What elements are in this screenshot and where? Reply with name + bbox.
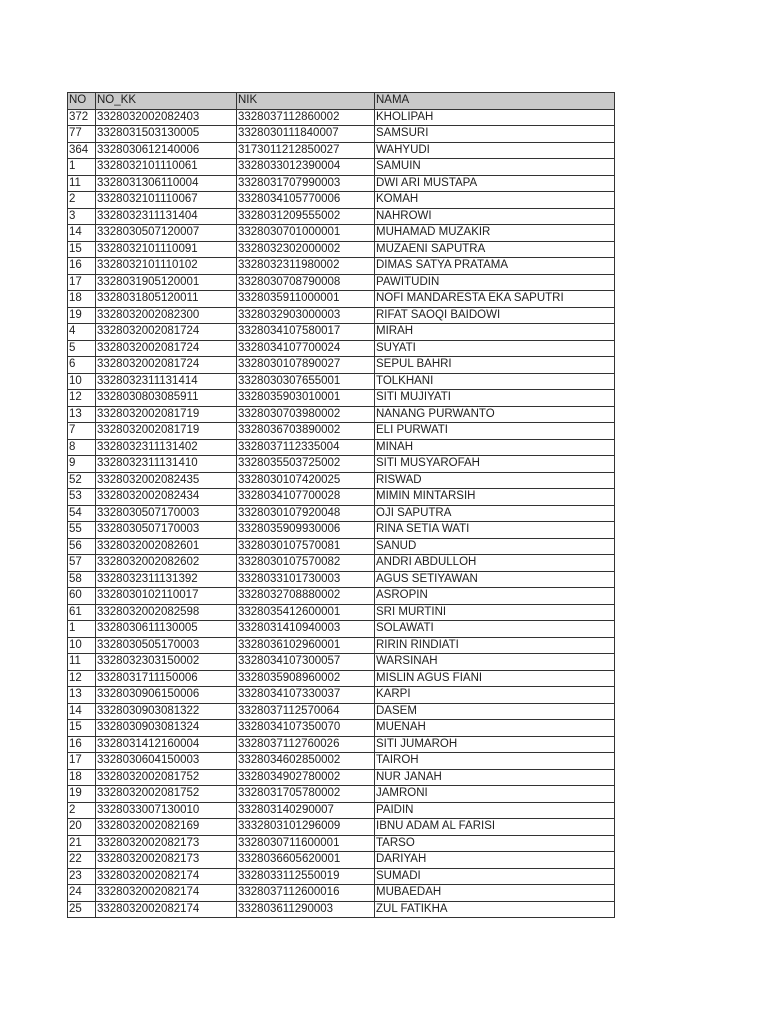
cell-no: 7 [68,423,96,440]
cell-no-kk: 3328032002082403 [96,109,237,126]
table-row [68,472,615,489]
cell-no-kk: 3328032002082169 [96,819,237,836]
cell-no-kk: 3328032101110091 [96,241,237,258]
cell-nik: 3328033112550019 [237,868,375,885]
cell-no: 24 [68,885,96,902]
cell-no: 15 [68,241,96,258]
cell-no-kk: 3328032002081724 [96,324,237,341]
cell-nama: SRI MURTINI [375,604,615,621]
table-row [68,439,615,456]
cell-nik: 3328031707990003 [237,175,375,192]
cell-nama: DARIYAH [375,852,615,869]
cell-no-kk: 3328032311131404 [96,208,237,225]
cell-nik: 3328037112860002 [237,109,375,126]
cell-nik: 3173011212850027 [237,142,375,159]
cell-nama: DIMAS SATYA PRATAMA [375,258,615,275]
cell-nama: NOFI MANDARESTA EKA SAPUTRI [375,291,615,308]
table-row [68,687,615,704]
table-row [68,126,615,143]
cell-no-kk: 3328030604150003 [96,753,237,770]
cell-nik: 3328035412600001 [237,604,375,621]
cell-nama: SOLAWATI [375,621,615,638]
cell-nama: IBNU ADAM AL FARISI [375,819,615,836]
cell-no-kk: 3328032101110102 [96,258,237,275]
cell-no: 5 [68,340,96,357]
cell-nik: 3328037112760026 [237,736,375,753]
cell-nama: OJI SAPUTRA [375,505,615,522]
cell-nama: MIMIN MINTARSIH [375,489,615,506]
cell-nik: 3328030107890027 [237,357,375,374]
cell-nama: SANUD [375,538,615,555]
table-row [68,307,615,324]
cell-nama: SEPUL BAHRI [375,357,615,374]
cell-nama: NANANG PURWANTO [375,406,615,423]
cell-nik: 332803140290007 [237,802,375,819]
cell-nik: 3328030111840007 [237,126,375,143]
table-row [68,423,615,440]
table-row [68,885,615,902]
table-row [68,588,615,605]
table-row [68,159,615,176]
cell-no: 22 [68,852,96,869]
cell-no: 57 [68,555,96,572]
cell-nama: SUYATI [375,340,615,357]
cell-no-kk: 3328030507170003 [96,522,237,539]
table-row [68,192,615,209]
table-row [68,736,615,753]
cell-no-kk: 3328032002082601 [96,538,237,555]
cell-nik: 3328031410940003 [237,621,375,638]
cell-nik: 3328037112600016 [237,885,375,902]
cell-no: 52 [68,472,96,489]
data-table [67,92,615,918]
table-row [68,670,615,687]
table-row [68,522,615,539]
table-row [68,142,615,159]
cell-nik: 3328036605620001 [237,852,375,869]
cell-nama: KARPI [375,687,615,704]
table-row [68,538,615,555]
cell-nik: 3328030107420025 [237,472,375,489]
cell-nik: 3328030703980002 [237,406,375,423]
table-row [68,456,615,473]
table-row [68,109,615,126]
cell-no-kk: 3328031905120001 [96,274,237,291]
cell-nama: MUENAH [375,720,615,737]
cell-nama: MINAH [375,439,615,456]
cell-no-kk: 3328032002082174 [96,885,237,902]
cell-no-kk: 3328030906150006 [96,687,237,704]
cell-nik: 3328036703890002 [237,423,375,440]
cell-nama: MUZAENI SAPUTRA [375,241,615,258]
cell-no: 61 [68,604,96,621]
cell-no: 12 [68,390,96,407]
cell-no-kk: 3328030102110017 [96,588,237,605]
cell-no: 11 [68,175,96,192]
cell-no-kk: 3328032002081724 [96,340,237,357]
cell-no: 10 [68,373,96,390]
cell-no: 23 [68,868,96,885]
cell-nik: 3328035903010001 [237,390,375,407]
cell-nama: WAHYUDI [375,142,615,159]
cell-no-kk: 3328031306110004 [96,175,237,192]
cell-nik: 3328035909930006 [237,522,375,539]
table-row [68,654,615,671]
table-row [68,901,615,918]
cell-nama: SUMADI [375,868,615,885]
cell-nama: SAMUIN [375,159,615,176]
cell-no-kk: 3328030903081324 [96,720,237,737]
cell-nik: 3328034105770006 [237,192,375,209]
cell-nik: 3328030307655001 [237,373,375,390]
cell-no-kk: 3328030612140006 [96,142,237,159]
cell-nama: KHOLIPAH [375,109,615,126]
cell-nik: 3328030701000001 [237,225,375,242]
cell-nik: 3328032302000002 [237,241,375,258]
table-row [68,753,615,770]
cell-nik: 3328035908960002 [237,670,375,687]
table-row [68,868,615,885]
cell-no-kk: 3328032002082173 [96,835,237,852]
cell-nik: 3328034602850002 [237,753,375,770]
table-row [68,720,615,737]
cell-no: 1 [68,159,96,176]
cell-no-kk: 3328031503130005 [96,126,237,143]
cell-nama: SAMSURI [375,126,615,143]
cell-nama: NUR JANAH [375,769,615,786]
cell-no: 19 [68,307,96,324]
cell-nik: 3328030107570081 [237,538,375,555]
cell-no: 55 [68,522,96,539]
cell-nama: MIRAH [375,324,615,341]
cell-no-kk: 3328032311131410 [96,456,237,473]
table-row [68,340,615,357]
cell-nik: 3328037112570064 [237,703,375,720]
table-row [68,852,615,869]
cell-nama: PAIDIN [375,802,615,819]
cell-no-kk: 3328032311131392 [96,571,237,588]
cell-no-kk: 3328032002082173 [96,852,237,869]
table-row [68,819,615,836]
cell-no-kk: 3328032002082435 [96,472,237,489]
cell-no-kk: 3328030803085911 [96,390,237,407]
table-row [68,802,615,819]
cell-no-kk: 3328032002081752 [96,786,237,803]
cell-nama: TARSO [375,835,615,852]
table-row [68,703,615,720]
header-nama: NAMA [375,93,615,110]
cell-no: 364 [68,142,96,159]
cell-nik: 3328034107700024 [237,340,375,357]
cell-no-kk: 3328031412160004 [96,736,237,753]
table-row [68,637,615,654]
cell-nik: 3328034107330037 [237,687,375,704]
table-row [68,489,615,506]
table-row [68,241,615,258]
cell-no: 54 [68,505,96,522]
cell-no: 372 [68,109,96,126]
cell-nik: 3328032708880002 [237,588,375,605]
cell-no-kk: 3328032002082602 [96,555,237,572]
cell-no: 14 [68,703,96,720]
cell-nik: 3328031705780002 [237,786,375,803]
cell-no-kk: 3328033007130010 [96,802,237,819]
cell-no: 58 [68,571,96,588]
cell-no: 12 [68,670,96,687]
cell-no: 13 [68,687,96,704]
table-row [68,390,615,407]
cell-nik: 3332803101296009 [237,819,375,836]
cell-no-kk: 3328032303150002 [96,654,237,671]
cell-no: 9 [68,456,96,473]
cell-no-kk: 3328032002081719 [96,406,237,423]
cell-no-kk: 3328032002082174 [96,868,237,885]
cell-no: 17 [68,274,96,291]
cell-no-kk: 3328031805120011 [96,291,237,308]
table-row [68,324,615,341]
cell-no-kk: 3328030505170003 [96,637,237,654]
cell-nik: 3328036102960001 [237,637,375,654]
cell-nik: 3328032311980002 [237,258,375,275]
table-row [68,621,615,638]
table-row [68,291,615,308]
header-row [68,93,615,110]
cell-nik: 3328030107920048 [237,505,375,522]
cell-no-kk: 3328032002081724 [96,357,237,374]
cell-no-kk: 3328030507170003 [96,505,237,522]
cell-nik: 3328034902780002 [237,769,375,786]
cell-nama: AGUS SETIYAWAN [375,571,615,588]
cell-nik: 3328031209555002 [237,208,375,225]
cell-nama: ASROPIN [375,588,615,605]
cell-nik: 3328034107580017 [237,324,375,341]
cell-nik: 3328032903000003 [237,307,375,324]
cell-nik: 3328030708790008 [237,274,375,291]
header-no: NO [68,93,96,110]
cell-no: 16 [68,736,96,753]
cell-nama: JAMRONI [375,786,615,803]
cell-nik: 3328034107350070 [237,720,375,737]
cell-nik: 3328035911000001 [237,291,375,308]
table-row [68,357,615,374]
cell-no: 20 [68,819,96,836]
cell-nama: RIFAT SAOQI BAIDOWI [375,307,615,324]
cell-no: 2 [68,802,96,819]
cell-no: 53 [68,489,96,506]
cell-no: 13 [68,406,96,423]
cell-nama: RINA SETIA WATI [375,522,615,539]
cell-no: 18 [68,291,96,308]
table-row [68,175,615,192]
cell-no: 2 [68,192,96,209]
cell-no-kk: 3328032101110067 [96,192,237,209]
cell-no-kk: 3328032101110061 [96,159,237,176]
table-row [68,571,615,588]
cell-no-kk: 3328031711150006 [96,670,237,687]
cell-nik: 3328030711600001 [237,835,375,852]
cell-nama: TOLKHANI [375,373,615,390]
cell-nama: ZUL FATIKHA [375,901,615,918]
cell-nama: RIRIN RINDIATI [375,637,615,654]
table-row [68,373,615,390]
cell-no: 6 [68,357,96,374]
table-body [68,109,615,918]
cell-nama: PAWITUDIN [375,274,615,291]
cell-nama: MUHAMAD MUZAKIR [375,225,615,242]
cell-nama: SITI MUJIYATI [375,390,615,407]
cell-no-kk: 3328032311131402 [96,439,237,456]
cell-no: 4 [68,324,96,341]
table-row [68,769,615,786]
cell-no: 3 [68,208,96,225]
table-row [68,505,615,522]
table-row [68,406,615,423]
cell-no: 10 [68,637,96,654]
cell-nama: TAIROH [375,753,615,770]
cell-nik: 3328033012390004 [237,159,375,176]
cell-nama: DASEM [375,703,615,720]
cell-no: 77 [68,126,96,143]
cell-nama: NAHROWI [375,208,615,225]
cell-no: 15 [68,720,96,737]
cell-no-kk: 3328032002081719 [96,423,237,440]
cell-no: 25 [68,901,96,918]
cell-no-kk: 3328030611130005 [96,621,237,638]
cell-no-kk: 3328032002082300 [96,307,237,324]
table-row [68,786,615,803]
cell-nik: 3328035503725002 [237,456,375,473]
cell-no-kk: 3328032002081752 [96,769,237,786]
cell-no: 14 [68,225,96,242]
cell-nama: RISWAD [375,472,615,489]
cell-nik: 3328034107700028 [237,489,375,506]
table-row [68,225,615,242]
cell-nik: 3328030107570082 [237,555,375,572]
cell-no-kk: 3328032311131414 [96,373,237,390]
table-row [68,258,615,275]
cell-no-kk: 3328030903081322 [96,703,237,720]
cell-nama: MUBAEDAH [375,885,615,902]
cell-no: 17 [68,753,96,770]
table-row [68,555,615,572]
cell-nama: DWI ARI MUSTAPA [375,175,615,192]
header-nik: NIK [237,93,375,110]
cell-nik: 3328037112335004 [237,439,375,456]
cell-nik: 3328033101730003 [237,571,375,588]
cell-no-kk: 3328030507120007 [96,225,237,242]
cell-no: 21 [68,835,96,852]
header-no-kk: NO_KK [96,93,237,110]
table-row [68,835,615,852]
cell-no: 56 [68,538,96,555]
table-row [68,604,615,621]
table-row [68,274,615,291]
cell-no: 8 [68,439,96,456]
cell-nama: SITI MUSYAROFAH [375,456,615,473]
cell-nama: SITI JUMAROH [375,736,615,753]
cell-no: 1 [68,621,96,638]
cell-no: 11 [68,654,96,671]
cell-nama: WARSINAH [375,654,615,671]
cell-no: 60 [68,588,96,605]
cell-nama: ELI PURWATI [375,423,615,440]
cell-nama: ANDRI ABDULLOH [375,555,615,572]
cell-no-kk: 3328032002082598 [96,604,237,621]
cell-no: 16 [68,258,96,275]
cell-nik: 3328034107300057 [237,654,375,671]
cell-no-kk: 3328032002082434 [96,489,237,506]
cell-nama: MISLIN AGUS FIANI [375,670,615,687]
cell-no: 19 [68,786,96,803]
cell-nik: 332803611290003 [237,901,375,918]
cell-no: 18 [68,769,96,786]
cell-nama: KOMAH [375,192,615,209]
cell-no-kk: 3328032002082174 [96,901,237,918]
table-row [68,208,615,225]
